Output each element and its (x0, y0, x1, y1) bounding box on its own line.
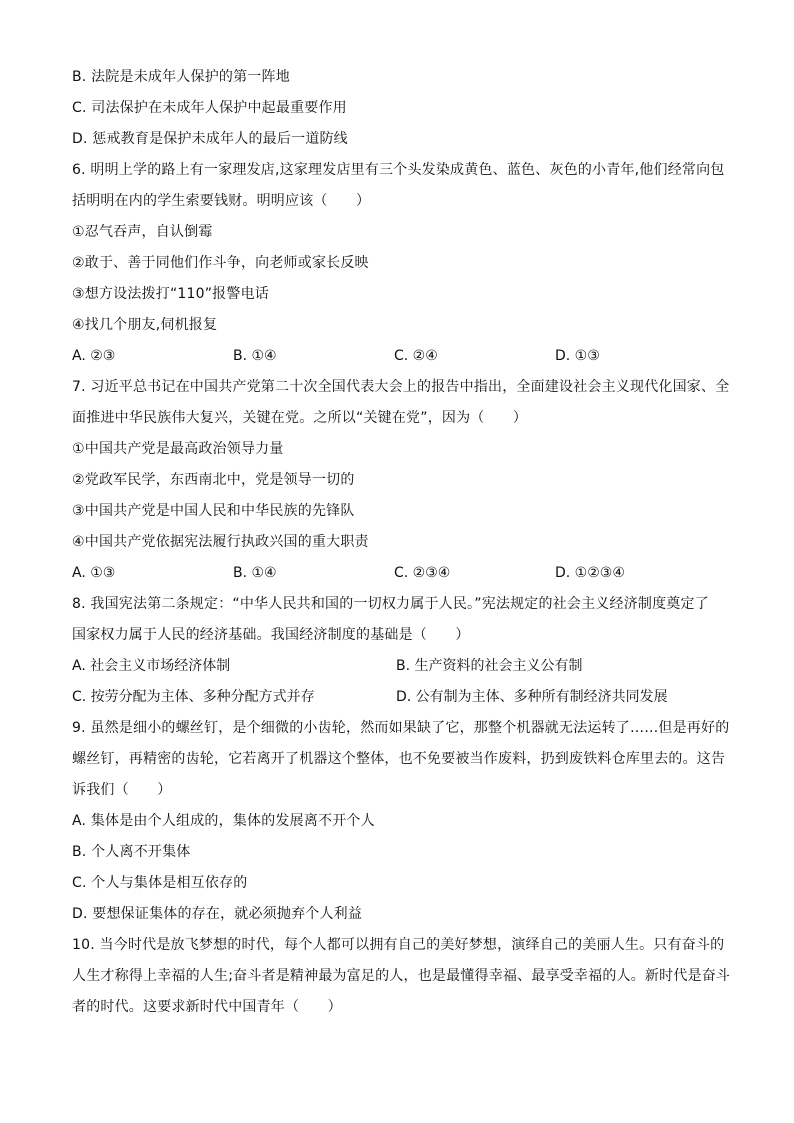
option-b: B. ①④ (233, 348, 277, 364)
statement-line: ①忍气吞声，自认倒霉 (72, 224, 213, 240)
question-7 (72, 372, 730, 589)
question-10 (72, 930, 731, 1023)
option-a: A. 集体是由个人组成的，集体的发展离不开个人 (72, 813, 375, 829)
option-line: B. 法院是未成年人保护的第一阵地 (72, 69, 290, 85)
option-row (72, 558, 722, 589)
question-stem: 国家权力属于人民的经济基础。我国经济制度的基础是（ ） (72, 627, 470, 643)
option-a: A. 社会主义市场经济体制 (72, 658, 231, 674)
statement-line: ③想方设法拨打“110”报警电话 (72, 286, 269, 302)
option-b: B. 个人离不开集体 (72, 844, 191, 860)
question-stem: 括明明在内的学生索要钱财。明明应该（ ） (72, 193, 371, 209)
question-stem: 10. 当今时代是放飞梦想的时代，每个人都可以拥有自己的美好梦想，演绎自己的美丽人生。只有奋斗的 (72, 937, 725, 953)
question-stem: 面推进中华民族伟大复兴，关键在党。之所以“关键在党”，因为（ ） (72, 410, 528, 426)
question-stem: 诉我们（ ） (72, 782, 172, 798)
question-stem: 8. 我国宪法第二条规定：“中华人民共和国的一切权力属于人民。”宪法规定的社会主义经济制度奠定了 (72, 596, 709, 612)
option-d: D. ①③ (555, 348, 600, 364)
question-9 (72, 713, 730, 930)
question-stem: 螺丝钉，再精密的齿轮，它若离开了机器这个整体，也不免要被当作废料，扔到废铁料仓库里去的。这告 (72, 751, 726, 767)
option-d: D. 要想保证集体的存在，就必须抛弃个人利益 (72, 906, 363, 922)
option-d: D. ①②③④ (555, 565, 625, 581)
statement-line: ②党政军民学，东西南北中，党是领导一切的 (72, 472, 355, 488)
question-8 (72, 589, 722, 713)
option-b: B. ①④ (233, 565, 277, 581)
question-6 (72, 155, 725, 372)
statement-line: ④中国共产党依据宪法履行执政兴国的重大职责 (72, 534, 369, 550)
option-d: D. 公有制为主体、多种所有制经济共同发展 (396, 689, 668, 705)
option-c: C. 按劳分配为主体、多种分配方式并存 (72, 689, 315, 705)
option-row (72, 682, 722, 713)
option-c: C. ②③④ (394, 565, 451, 581)
option-c: C. 个人与集体是相互依存的 (72, 875, 248, 891)
question-stem: 人生才称得上幸福的人生;奋斗者是精神最为富足的人，也是最懂得幸福、最享受幸福的人。新时代是奋斗 (72, 968, 731, 984)
question-stem: 7. 习近平总书记在中国共产党第二十次全国代表大会上的报告中指出，全面建设社会主义现代化国家、全 (72, 379, 730, 395)
option-c: C. ②④ (394, 348, 438, 364)
statement-line: ③中国共产党是中国人民和中华民族的先锋队 (72, 503, 355, 519)
option-line: C. 司法保护在未成年人保护中起最重要作用 (72, 100, 347, 116)
option-b: B. 生产资料的社会主义公有制 (396, 658, 583, 674)
option-row (72, 341, 722, 372)
question-stem: 6. 明明上学的路上有一家理发店,这家理发店里有三个头发染成黄色、蓝色、灰色的小青年,他们经常向包 (72, 162, 725, 178)
question-stem: 9. 虽然是细小的螺丝钉，是个细微的小齿轮，然而如果缺了它，那整个机器就无法运转了……但是再好的 (72, 720, 730, 736)
statement-line: ④找几个朋友,伺机报复 (72, 317, 218, 333)
option-row (72, 651, 722, 682)
option-a: A. ①③ (72, 565, 116, 581)
option-line: D. 惩戒教育是保护未成年人的最后一道防线 (72, 131, 348, 147)
question-stem: 者的时代。这要求新时代中国青年（ ） (72, 999, 342, 1015)
option-a: A. ②③ (72, 348, 116, 364)
statement-line: ②敢于、善于同他们作斗争，向老师或家长反映 (72, 255, 369, 271)
question-5-tail (72, 62, 722, 155)
exam-page (72, 62, 731, 1023)
statement-line: ①中国共产党是最高政治领导力量 (72, 441, 284, 457)
